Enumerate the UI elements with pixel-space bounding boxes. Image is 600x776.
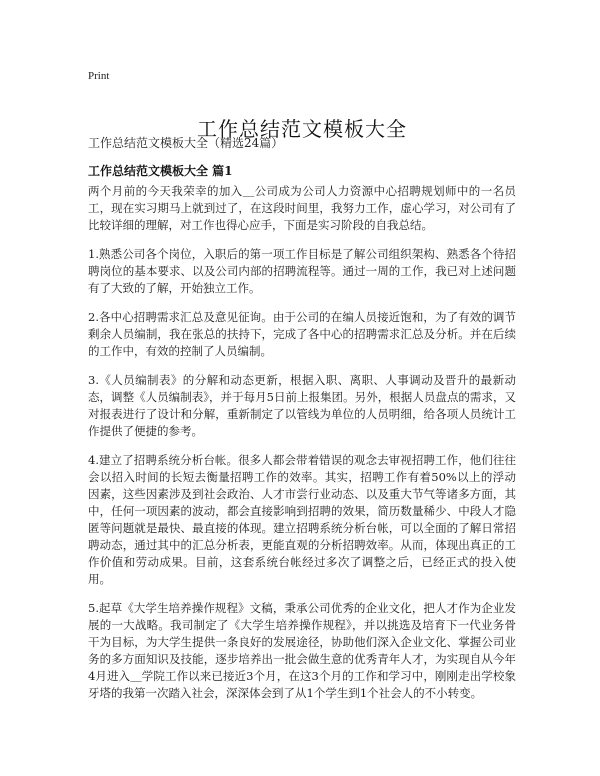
paragraph-1: 1.熟悉公司各个岗位，入职后的第一项工作目标是了解公司组织架构、熟悉各个待招聘岗位的基本要求、以及公司内部的招聘流程等。通过一周的工作，我已对上述问题有了大致的了解，开始独立工作。	[88, 247, 516, 295]
paragraph-intro: 两个月前的今天我荣幸的加入＿公司成为公司人力资源中心招聘规划师中的一名员工，现在实习期马上就到过了，在这段时间里，我努力工作，虚心学习，对公司有了比较详细的理解，对工作也得心应手，下面是实习阶段的自我总结。	[88, 184, 516, 232]
paragraph-2: 2.各中心招聘需求汇总及意见征询。由于公司的在编人员接近饱和，为了有效的调节剩余人员编制，我在张总的扶持下，完成了各中心的招聘需求汇总及分析。并在后续的工作中，有效的控制了人员编制。	[88, 310, 516, 358]
document-subtitle: 工作总结范文模板大全（精选24篇）	[88, 136, 284, 150]
paragraph-3: 3.《人员编制表》的分解和动态更新，根据入职、离职、人事调动及晋升的最新动态，调整《人员编制表》，并于每月5日前上报集团。另外，根据人员盘点的需求，又对报表进行了设计和分解，重新制定了以管线为单位的人员明细，给各项人员统计工作提供了便捷的参考。	[88, 373, 516, 438]
page-title: 工作总结范文模板大全	[197, 117, 407, 142]
paragraph-5: 5.起草《大学生培养操作规程》文稿，秉承公司优秀的企业文化，把人才作为企业发展的一大战略。我司制定了《大学生培养操作规程》，并以挑选及培育下一代业务骨干为目标，为大学生提供一条良好的发展途径，协助他们深入企业文化、掌握公司业务的多方面知识及技能，逐步培养出一批会做生意的优秀青年人才，为实现自从今年4月进入＿学院工作以来已接近3个月，在这3个月的工作和学习中，刚刚走出学校象牙塔的我第一次踏入社会，深深体会到了从1个学生到1个社会人的不小转变。	[88, 601, 516, 700]
paragraph-4: 4.建立了招聘系统分析台帐。很多人都会带着错误的观念去审视招聘工作，他们往往会以招入时间的长短去衡量招聘工作的效率。其实，招聘工作有着50%以上的浮动因素，这些因素涉及到社会政治、人才市尝行业动态、以及重大节气等诸多方面，其中，任何一项因素的波动，都会直接影响到招聘的效果，简历数量稀少、中段人才隐匿等问题就是最快、最直接的体现。建立招聘系统分析台帐，可以全面的了解日常招聘动态，通过其中的汇总分析表，更能直观的分析招聘效率。从而，体现出真正的工作价值和劳动成果。目前，这套系统台帐经过多次了调整之后，已经正式的投入使用。	[88, 453, 516, 586]
print-label[interactable]: Print	[88, 70, 110, 82]
article-body	[88, 183, 516, 714]
section-heading: 工作总结范文模板大全 篇1	[88, 164, 233, 178]
